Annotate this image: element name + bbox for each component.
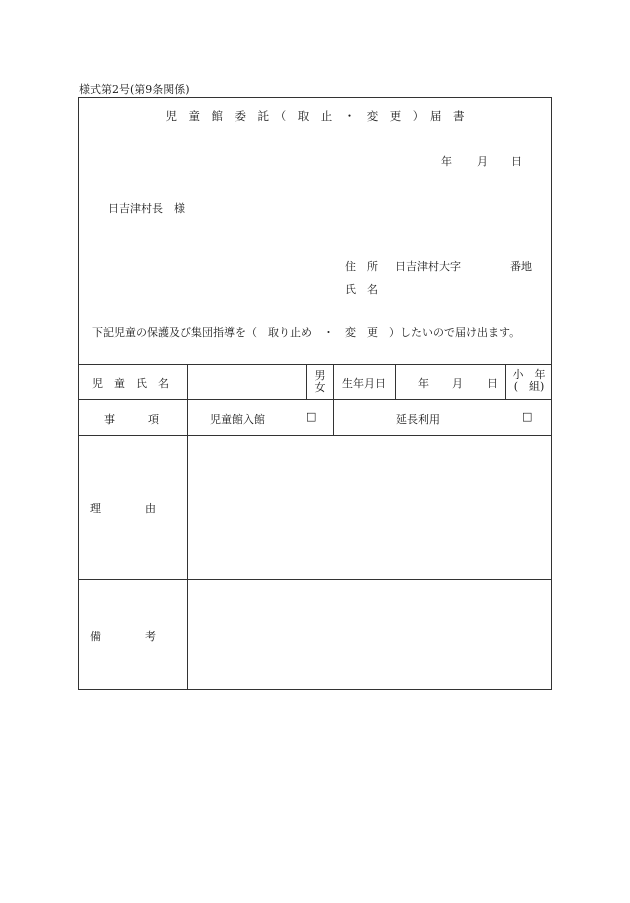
option-extended-use: 延長利用 xyxy=(396,413,440,426)
name-label: 氏 名 xyxy=(345,283,378,296)
birth-month: 月 xyxy=(452,377,463,390)
birth-divider xyxy=(395,364,396,399)
date-month: 月 xyxy=(477,155,488,168)
reason-field[interactable] xyxy=(188,436,551,578)
checkbox-children-hall[interactable]: □ xyxy=(306,410,317,423)
row1-bottom-border xyxy=(78,399,552,400)
address-label: 住 所 xyxy=(345,260,378,273)
address-suffix: 番地 xyxy=(510,260,532,273)
statement: 下記児童の保護及び集団指導を（ 取り止め ・ 変 更 ）したいので届け出ます。 xyxy=(92,326,521,339)
reason-label: 理 由 xyxy=(90,502,156,515)
school-grade: 小 年 xyxy=(512,368,546,381)
addressee: 日吉津村長 様 xyxy=(108,202,185,215)
birth-label: 生年月日 xyxy=(342,377,386,390)
school-class: ( 組) xyxy=(513,380,545,393)
checkbox-extended-use[interactable]: □ xyxy=(522,410,533,423)
remarks-field[interactable] xyxy=(188,580,551,689)
form-number: 様式第2号(第9条関係) xyxy=(79,83,190,96)
item-label: 事 項 xyxy=(104,413,159,426)
child-name-label: 児 童 氏 名 xyxy=(92,377,169,390)
date-day: 日 xyxy=(511,155,522,168)
birth-year: 年 xyxy=(418,377,429,390)
gender-divider-right xyxy=(333,364,334,435)
remarks-label: 備 考 xyxy=(90,630,156,643)
table-top-border xyxy=(78,364,552,365)
option-children-hall: 児童館入館 xyxy=(210,413,265,426)
gender-male: 男 xyxy=(314,369,326,382)
gender-female: 女 xyxy=(314,381,326,394)
birth-day: 日 xyxy=(487,377,498,390)
form-title: 児 童 館 委 託 （ 取 止 ・ 変 更 ） 届 書 xyxy=(165,109,465,123)
date-year: 年 xyxy=(441,155,452,168)
address-value: 日吉津村大字 xyxy=(395,260,461,273)
